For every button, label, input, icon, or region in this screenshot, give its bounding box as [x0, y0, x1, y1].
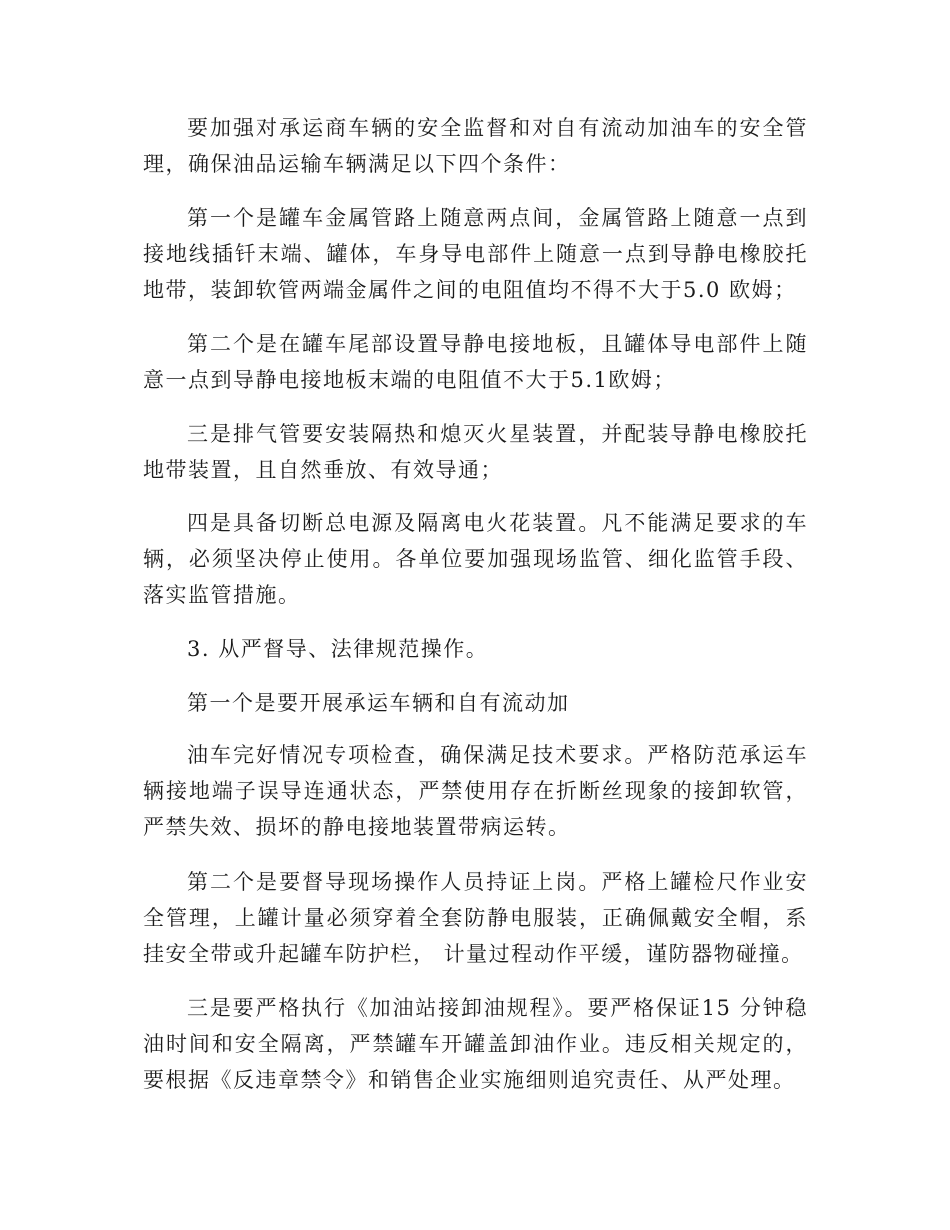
paragraph-10: 三是要严格执行《加油站接卸油规程》。要严格保证15 分钟稳油时间和安全隔离，严禁罐车开罐盖卸油作业。违反相关规定的，要根据《反违章禁令》和销售企业实施细则追究责任、从严处理。 [143, 996, 808, 1092]
paragraph-3: 第二个是在罐车尾部设置导静电接地板，且罐体导电部件上随意一点到导静电接地板末端的电阻值不大于5.1欧姆； [143, 332, 808, 392]
paragraph-2: 第一个是罐车金属管路上随意两点间，金属管路上随意一点到接地线插钎末端、罐体，车身导电部件上随意一点到导静电橡胶托地带，装卸软管两端金属件之间的电阻值均不得不大于5.0 欧姆； [143, 206, 808, 302]
paragraph-8: 油车完好情况专项检查，确保满足技术要求。严格防范承运车辆接地端子误导连通状态，严禁使用存在折断丝现象的接卸软管，严禁失效、损坏的静电接地装置带病运转。 [143, 743, 808, 839]
paragraph-7: 第一个是要开展承运车辆和自有流动加 [187, 691, 570, 715]
section-heading: 3. 从严督导、法律规范操作。 [187, 637, 489, 661]
paragraph-5: 四是具备切断总电源及隔离电火花装置。凡不能满足要求的车辆，必须坚决停止使用。各单位要加强现场监管、细化监管手段、落实监管措施。 [143, 511, 808, 607]
paragraph-1: 要加强对承运商车辆的安全监督和对自有流动加油车的安全管理，确保油品运输车辆满足以下四个条件： [143, 116, 808, 176]
paragraph-4: 三是排气管要安装隔热和熄灭火星装置，并配装导静电橡胶托地带装置，且自然垂放、有效导通； [143, 422, 808, 482]
paragraph-9: 第二个是要督导现场操作人员持证上岗。严格上罐检尺作业安全管理，上罐计量必须穿着全套防静电服装，正确佩戴安全帽，系挂安全带或升起罐车防护栏， 计量过程动作平缓，谨防器物碰撞。 [143, 870, 808, 966]
